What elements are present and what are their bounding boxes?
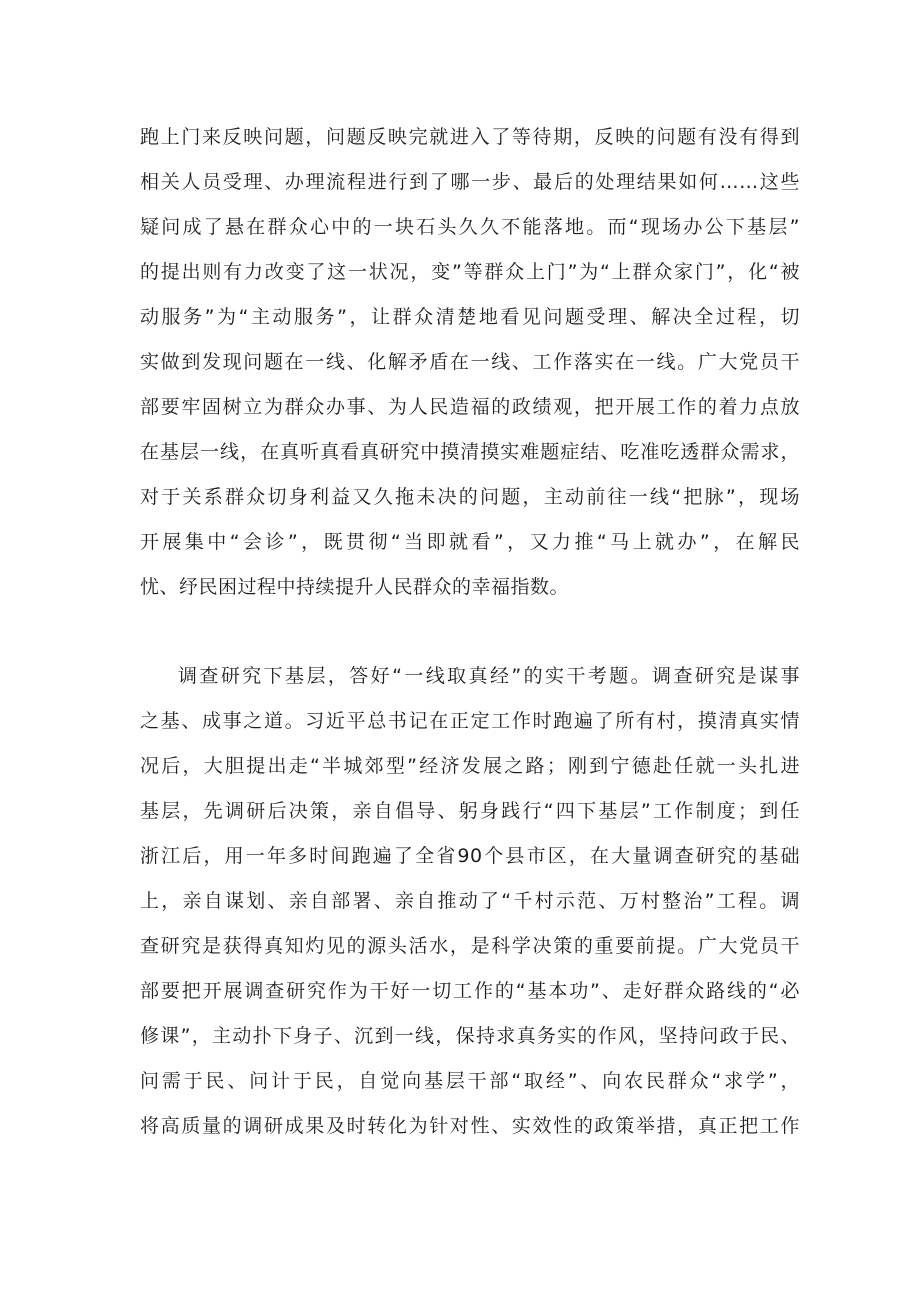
text-line: 问需于民、问计于民，自觉向基层干部“取经”、向农民群众“求学”，: [140, 1070, 800, 1092]
text-line: 实做到发现问题在一线、化解矛盾在一线、工作落实在一线。广大党员干: [140, 351, 800, 373]
text-line: 相关人员受理、办理流程进行到了哪一步、最后的处理结果如何……这些: [140, 171, 800, 193]
text-line: 对于关系群众切身利益又久拖未决的问题，主动前往一线“把脉”，现场: [140, 486, 800, 508]
text-line: 开展集中“会诊”，既贯彻“当即就看”，又力推“马上就办”，在解民: [140, 531, 800, 553]
text-line: 的提出则有力改变了这一状况，变”等群众上门”为“上群众家门”，化“被: [140, 261, 800, 283]
text-line: 之基、成事之道。习近平总书记在正定工作时跑遍了所有村，摸清真实情: [140, 710, 800, 732]
text-line: 基层，先调研后决策，亲自倡导、躬身践行“四下基层”工作制度；到任: [140, 800, 800, 822]
text-line: 查研究是获得真知灼见的源头活水，是科学决策的重要前提。广大党员干: [140, 935, 800, 957]
text-line: 浙江后，用一年多时间跑遍了全省90个县市区，在大量调查研究的基础: [140, 845, 800, 867]
text-line: 修课”，主动扑下身子、沉到一线，保持求真务实的作风，坚持问政于民、: [140, 1025, 800, 1047]
text-line: 况后，大胆提出走“半城郊型”经济发展之路；刚到宁德赴任就一头扎进: [140, 755, 800, 777]
text-line: 部要把开展调查研究作为干好一切工作的“基本功”、走好群众路线的“必: [140, 980, 800, 1002]
text-line: 调查研究下基层，答好“一线取真经”的实干考题。调查研究是谋事: [178, 665, 800, 687]
text-line: 部要牢固树立为群众办事、为人民造福的政绩观，把开展工作的着力点放: [140, 396, 800, 418]
text-line: 疑问成了悬在群众心中的一块石头久久不能落地。而“现场办公下基层”: [140, 216, 800, 238]
text-line: 跑上门来反映问题，问题反映完就进入了等待期，反映的问题有没有得到: [140, 126, 800, 148]
text-line: 在基层一线，在真听真看真研究中摸清摸实难题症结、吃准吃透群众需求，: [140, 441, 800, 463]
paragraph-1: [140, 115, 800, 610]
paragraph-2: [140, 654, 800, 1149]
text-line: 将高质量的调研成果及时转化为针对性、实效性的政策举措，真正把工作: [140, 1115, 800, 1137]
text-line: 上，亲自谋划、亲自部署、亲自推动了“千村示范、万村整治”工程。调: [140, 890, 800, 912]
text-line: 动服务”为“主动服务”，让群众清楚地看见问题受理、解决全过程，切: [140, 306, 800, 328]
text-line: 忧、纾民困过程中持续提升人民群众的幸福指数。: [140, 576, 570, 598]
